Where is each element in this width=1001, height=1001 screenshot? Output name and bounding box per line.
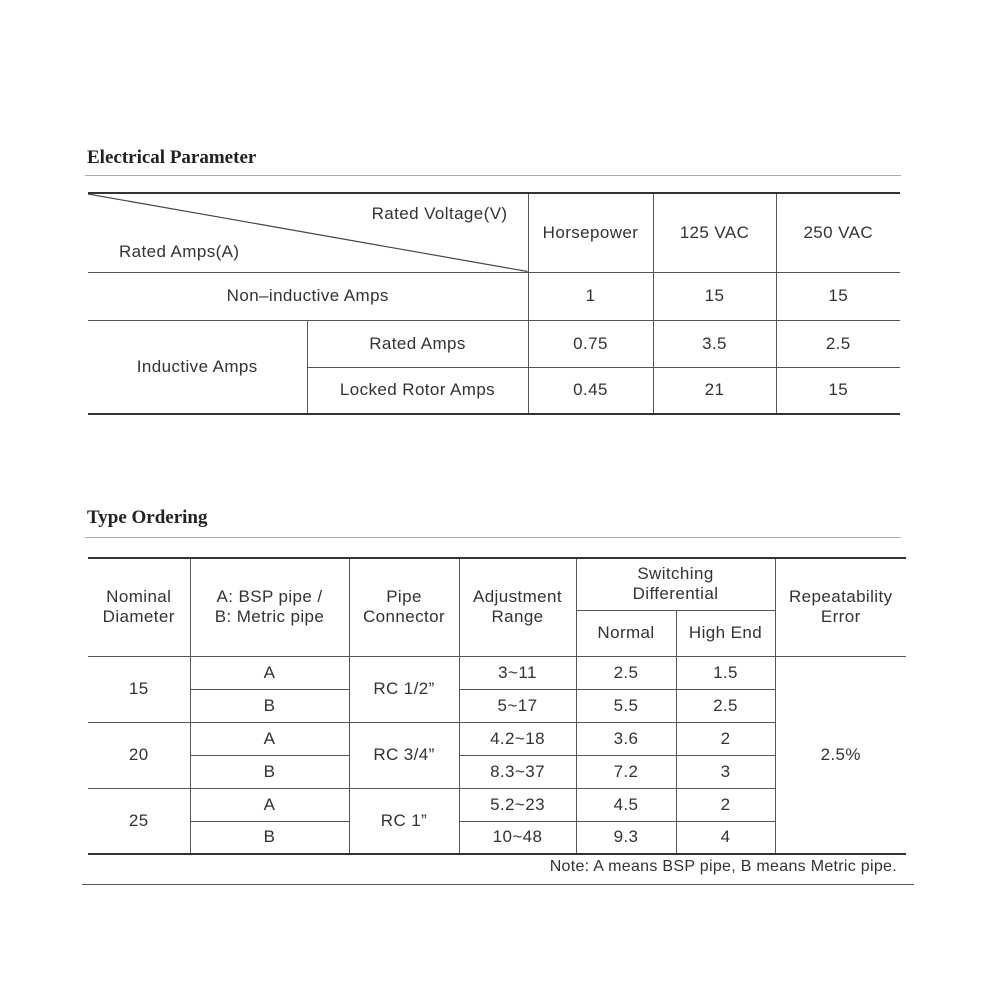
connector-cell: RC 1/2” [349,656,459,722]
rated-amps-250: 2.5 [776,320,900,367]
repeatability-error-header [775,558,906,656]
header-text: Nominal [106,587,172,607]
range-cell: 10~48 [459,821,576,854]
high-end-cell: 4 [676,821,775,854]
header-text: Differential [632,584,719,604]
non-inductive-250: 15 [776,272,900,320]
pipe-type-cell: B [190,689,349,722]
electrical-parameter-table [88,192,900,415]
connector-cell: RC 3/4” [349,722,459,788]
pipe-type-cell: B [190,821,349,854]
header-text: Range [491,607,544,627]
range-cell: 5~17 [459,689,576,722]
rated-amps-hp: 0.75 [528,320,653,367]
pipe-type-cell: A [190,722,349,755]
header-text: Connector [362,607,446,627]
connector-cell: RC 1” [349,788,459,854]
pipe-type-header [190,558,349,656]
inductive-amps-label: Inductive Amps [88,320,307,414]
normal-cell: 4.5 [576,788,676,821]
header-text: Repeatability [789,587,893,607]
header-text: A: BSP pipe / [216,587,323,607]
section-divider [85,537,901,538]
table-row [88,320,900,367]
high-end-header: High End [676,610,775,656]
vac-250-header: 250 VAC [776,193,900,272]
table-header-row [88,193,900,272]
header-text: Error [820,607,861,627]
pipe-type-cell: B [190,755,349,788]
normal-cell: 3.6 [576,722,676,755]
rated-amps-125: 3.5 [653,320,776,367]
rated-voltage-label: Rated Voltage(V) [371,204,508,223]
table-header-row [88,558,906,610]
non-inductive-label: Non–inductive Amps [88,272,528,320]
locked-rotor-label: Locked Rotor Amps [307,367,528,414]
header-text: Switching [637,564,714,584]
range-cell: 5.2~23 [459,788,576,821]
locked-rotor-250: 15 [776,367,900,414]
normal-cell: 2.5 [576,656,676,689]
nominal-diameter-header [88,558,190,656]
high-end-cell: 1.5 [676,656,775,689]
header-text: Adjustment [472,587,563,607]
vac-125-header: 125 VAC [653,193,776,272]
high-end-cell: 2 [676,788,775,821]
horsepower-header: Horsepower [528,193,653,272]
rated-amps-label: Rated Amps(A) [119,241,240,261]
table-row [88,272,900,320]
electrical-parameter-title: Electrical Parameter [87,147,257,168]
diagonal-header-cell [88,193,528,272]
type-ordering-table [88,557,906,855]
type-ordering-title: Type Ordering [87,507,208,528]
high-end-cell: 2 [676,722,775,755]
bottom-divider [82,884,914,885]
diameter-cell: 20 [88,722,190,788]
range-cell: 4.2~18 [459,722,576,755]
diameter-cell: 25 [88,788,190,854]
normal-header: Normal [576,610,676,656]
diameter-cell: 15 [88,656,190,722]
section-divider [85,175,901,176]
switching-differential-header [576,558,775,610]
locked-rotor-125: 21 [653,367,776,414]
pipe-connector-header [349,558,459,656]
range-cell: 8.3~37 [459,755,576,788]
non-inductive-hp: 1 [528,272,653,320]
pipe-type-cell: A [190,788,349,821]
pipe-type-cell: A [190,656,349,689]
non-inductive-125: 15 [653,272,776,320]
locked-rotor-hp: 0.45 [528,367,653,414]
adjustment-range-header [459,558,576,656]
header-text: Pipe [386,587,422,607]
normal-cell: 9.3 [576,821,676,854]
table-note: Note: A means BSP pipe, B means Metric pipe. [549,858,897,875]
high-end-cell: 3 [676,755,775,788]
repeatability-cell: 2.5% [775,656,906,854]
high-end-cell: 2.5 [676,689,775,722]
header-text: B: Metric pipe [214,607,325,627]
normal-cell: 7.2 [576,755,676,788]
header-text: Diameter [102,607,175,627]
normal-cell: 5.5 [576,689,676,722]
rated-amps-row-label: Rated Amps [307,320,528,367]
range-cell: 3~11 [459,656,576,689]
table-row [88,656,906,689]
